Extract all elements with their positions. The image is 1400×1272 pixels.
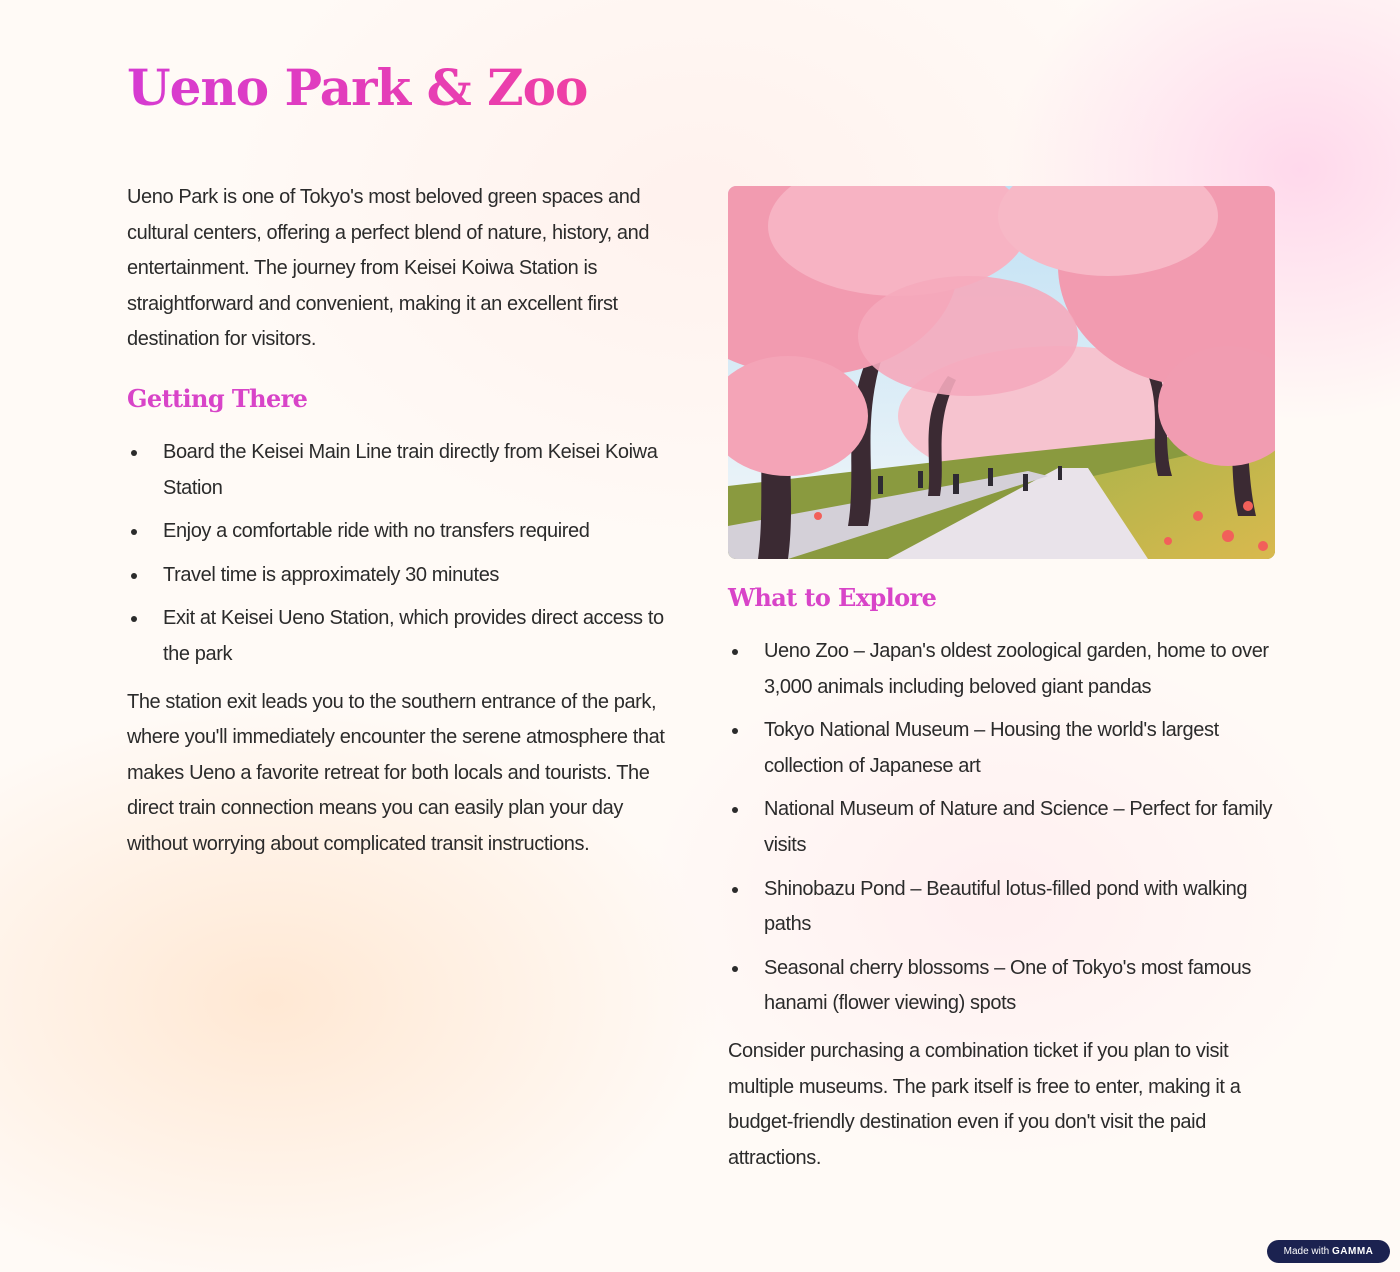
list-item: National Museum of Nature and Science – Perfect for family visits (728, 792, 1276, 863)
station-exit-paragraph: The station exit leads you to the southern entrance of the park, where you'll immediately encounter the serene atmosphere that makes Ueno a favorite retreat for both locals and tourists. The direct train connection means you can easily plan your day without worrying about complicated transit instructions. (127, 690, 665, 855)
list-item: Tokyo National Museum – Housing the world's largest collection of Japanese art (728, 713, 1276, 784)
left-column (127, 180, 675, 863)
badge-prefix: Made with (1283, 1246, 1330, 1257)
list-item: Shinobazu Pond – Beautiful lotus-filled pond with walking paths (728, 872, 1276, 943)
list-item: Board the Keisei Main Line train directly from Keisei Koiwa Station (127, 435, 675, 506)
list-item: Travel time is approximately 30 minutes (127, 558, 675, 594)
ticket-tip-paragraph: Consider purchasing a combination ticket if you plan to visit multiple museums. The park itself is free to enter, making it a budget-friendly destination even if you don't visit the paid attractions. (728, 1039, 1241, 1169)
getting-there-list (127, 435, 675, 673)
page-title: Ueno Park & Zoo (127, 58, 588, 117)
list-item: Exit at Keisei Ueno Station, which provides direct access to the park (127, 601, 675, 672)
right-column (728, 186, 1276, 1176)
cherry-blossom-image (728, 186, 1275, 559)
gamma-logo: GAMMA (1331, 1246, 1374, 1257)
list-item: Seasonal cherry blossoms – One of Tokyo's most famous hanami (flower viewing) spots (728, 951, 1276, 1022)
intro-paragraph: Ueno Park is one of Tokyo's most beloved green spaces and cultural centers, offering a perfect blend of nature, history, and entertainment. The journey from Keisei Koiwa Station is straightforward and convenient, making it an excellent first destination for visitors. (127, 186, 650, 351)
what-to-explore-list (728, 634, 1276, 1022)
what-to-explore-heading: What to Explore (728, 583, 937, 612)
list-item: Enjoy a comfortable ride with no transfers required (127, 514, 675, 550)
getting-there-heading: Getting There (127, 383, 308, 413)
list-item: Ueno Zoo – Japan's oldest zoological garden, home to over 3,000 animals including beloved giant pandas (728, 634, 1276, 705)
made-with-gamma-badge[interactable] (1267, 1240, 1390, 1263)
